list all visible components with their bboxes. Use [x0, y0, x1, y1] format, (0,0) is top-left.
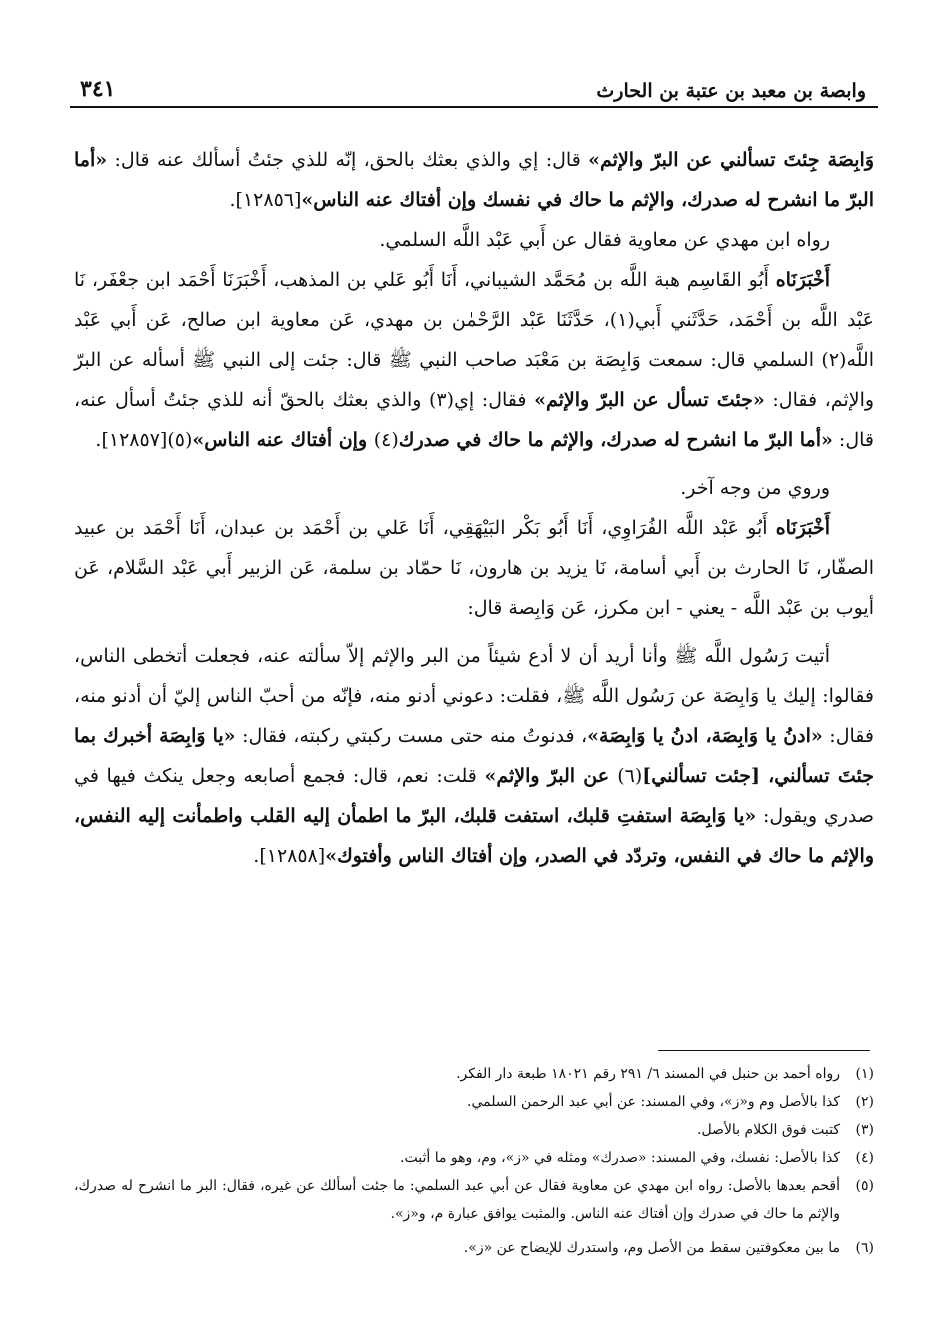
- hadith-reference: [١٢٨٥٦]: [235, 189, 302, 211]
- footnotes: [74, 1060, 874, 1262]
- footnote-marker: (٢): [821, 349, 847, 371]
- footnote-marker: (١): [609, 309, 635, 331]
- hadith-text: «أما البرّ ما انشرح له صدرك، والإثم ما حاك في صدرك: [398, 429, 833, 451]
- paragraph-5: [74, 508, 874, 628]
- paragraph-6: [74, 636, 874, 876]
- footnote-marker: (٣): [429, 389, 455, 411]
- footnote-text: رواه أحمد بن حنبل في المسند ٦/ ٢٩١ رقم ١٨٠٢١ طبعة دار الفكر.: [456, 1066, 840, 1082]
- isnad-lead: أَخْبَرَنَاه: [775, 517, 830, 539]
- footnote-number: (٣): [855, 1122, 874, 1138]
- footnote-1: [74, 1060, 874, 1088]
- paragraph-1: [74, 140, 874, 220]
- page-number: ٣٤١: [80, 76, 116, 102]
- narration-text: ، فدنوتُ منه حتى مست ركبتي ركبته، فقال:: [235, 725, 588, 747]
- hadith-text: عن البرّ والإثم»: [484, 765, 618, 787]
- footnote-marker: (٤): [373, 429, 399, 451]
- hadith-text: وَابِصَة جِئتَ تسألني عن البرّ والإثم»: [588, 149, 874, 171]
- hadith-text: «أما البرّ ما انشرح له صدرك، والإثم ما حاك في نفسك وإن أفتاك عنه الناس»: [74, 149, 874, 211]
- hadith-text: وإن أفتاك عنه الناس»: [192, 429, 374, 451]
- narration-text: فقال: إي: [454, 389, 535, 411]
- footnote-6: [74, 1234, 874, 1262]
- narration-text: والذي بعثك بالحقّ أنه للذي جئتُ أسأل عنه، قال:: [74, 389, 874, 451]
- hadith-reference: [١٢٨٥٧]: [101, 429, 168, 451]
- footnote-text: كذا بالأصل: نفسك، وفي المسند: «صدرك» ومثله في «ز»، وم، وهو ما أثبت.: [400, 1150, 840, 1166]
- hadith-text: «يا وَابِصَة استفتِ قلبك، استفت قلبك، البرّ ما اطمأن إليه القلب واطمأنت إليه النفس، والإثم ما حاك في النفس، وتردّد في الصدر، وإن أفتاك الناس وأفتوك»: [74, 805, 874, 867]
- footnote-number: (٦): [855, 1240, 874, 1256]
- narration-text: قال: إي والذي بعثك بالحق، إنّه للذي جئتُ أسألك عنه قال:: [107, 149, 589, 171]
- footnote-marker: (٦): [617, 765, 643, 787]
- footnote-marker: (٥): [167, 429, 193, 451]
- narration-text: أَبُو عَبْد اللَّه الفُرَاوِي، أَنَا أَبُو بَكْر البَيْهَقِي، أَنَا عَلي بن أَحْمَد بن عبدان، أَنَا أَحْمَد بن عبيد الصفّار، نَا الحارث بن أَبي أسامة، نَا يزيد بن هارون، نَا حمّاد بن سلمة، عَن الزبير أَبي عَبْد السَّلام، عَن أيوب بن عَبْد اللَّه - يعني - ابن مكرز، عَن وَابِصة قال:: [74, 517, 874, 619]
- footnote-number: (٤): [855, 1150, 874, 1166]
- paragraph-3: [74, 260, 874, 460]
- running-title: وابصة بن معبد بن عتبة بن الحارث: [596, 80, 866, 102]
- footnote-3: [74, 1116, 874, 1144]
- footnote-divider: [658, 1050, 870, 1051]
- hadith-text: «يا وَابِصَة أخبرك بما جئتَ تسألني، [جئت تسألني]: [74, 725, 874, 787]
- footnote-text: أقحم بعدها بالأصل: رواه ابن مهدي عن معاوية فقال عن أبي عبد السلمي: ما جئت أسألك عن غيره، فقال: البر ما انشرح له صدرك، والإثم ما حاك في صدرك وإن أفتاك عنه الناس. والمثبت يوافق عبارة م، و«ز».: [74, 1178, 840, 1222]
- footnote-4: [74, 1144, 874, 1172]
- footnote-text: كذا بالأصل وم و«ز»، وفي المسند: عن أبي عبد الرحمن السلمي.: [467, 1094, 840, 1110]
- punctuation: .: [229, 189, 236, 211]
- hadith-text: «ادنُ يا وَابِصَة، ادنُ يا وَابِصَة»: [587, 725, 823, 747]
- isnad-lead: أَخْبَرَنَاه: [775, 269, 830, 291]
- footnote-number: (٢): [855, 1094, 874, 1110]
- narration-text: ، حَدَّثَنَا عَبْد الرَّحْمٰن بن مهدي، عَن معاوية ابن صالح، عَن أَبي عَبْد اللَّه: [74, 309, 874, 371]
- punctuation: .: [253, 845, 260, 867]
- footnote-2: [74, 1088, 874, 1116]
- main-text: [74, 140, 874, 876]
- footnote-text: كتبت فوق الكلام بالأصل.: [697, 1122, 840, 1138]
- narration-text: السلمي قال: سمعت وَابِصَة بن مَعْبَد صاحب النبي ﷺ قال: جئت إلى النبي ﷺ أسأله عن البرّ والإثم، فقال:: [74, 349, 875, 411]
- paragraph-4: وروي من وجه آخر.: [680, 477, 830, 499]
- narration-text: قلت: نعم، قال: فجمع أصابعه وجعل ينكث فيها في صدري ويقول:: [74, 765, 874, 827]
- footnote-number: (١): [855, 1066, 874, 1082]
- hadith-reference: [١٢٨٥٨]: [259, 845, 326, 867]
- footnote-5: [74, 1172, 874, 1228]
- footnote-text: ما بين معكوفتين سقط من الأصل وم، واستدرك للإيضاح عن «ز».: [463, 1240, 840, 1256]
- punctuation: .: [95, 429, 102, 451]
- hadith-text: «جئتَ تسأل عن البرّ والإثم»: [534, 389, 765, 411]
- footnote-number: (٥): [855, 1178, 874, 1194]
- paragraph-2: رواه ابن مهدي عن معاوية فقال عن أَبي عَبْد اللَّه السلمي.: [379, 229, 830, 251]
- page-header: [70, 62, 878, 108]
- narration-text: أَبُو القَاسِم هبة اللَّه بن مُحَمَّد الشيباني، أَنَا أَبُو عَلي بن المذهب، أَخْبَرَنَا أَحْمَد ابن جعْفَر، نَا عَبْد اللَّه بن أَحْمَد، حَدَّثَني أَبي: [74, 269, 874, 331]
- narration-text: أتيت رَسُول اللَّه ﷺ وأنا أريد أن لا أدع شيئاً من البر والإثم إلاّ سألته عنه، فجعلت أتخطى الناس، فقالوا: إليك يا وَابِصَة عن رَسُول اللَّه ﷺ، فقلت: دعوني أدنو منه، فإنّه من أحبّ الناس إليّ أن أدنو منه، فقال:: [74, 645, 874, 747]
